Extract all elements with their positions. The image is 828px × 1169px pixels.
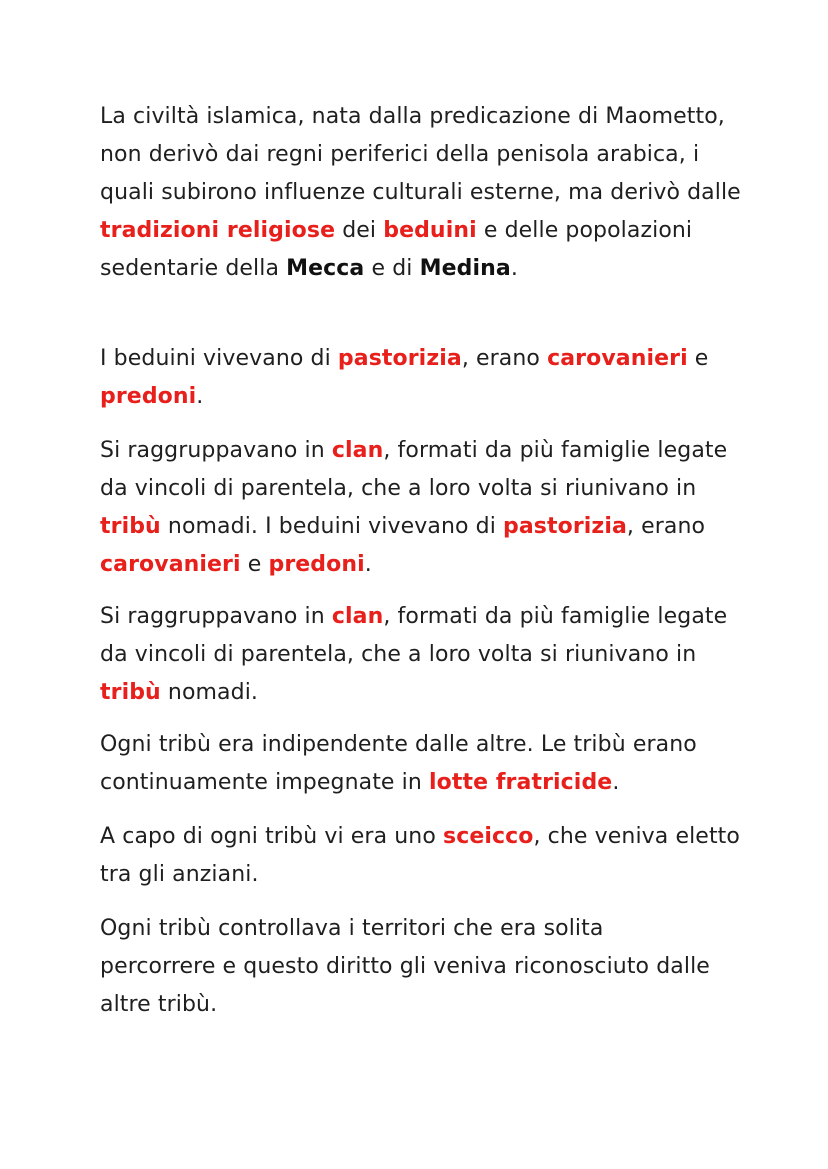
text-line: [100, 726, 740, 764]
text-line: [100, 508, 740, 546]
paragraph: [100, 818, 740, 894]
text-run: Si raggruppavano in: [100, 438, 332, 463]
highlighted-term: sceicco: [443, 824, 534, 849]
text-line: [100, 986, 740, 1024]
text-line: [100, 136, 740, 174]
text-run: , erano: [461, 346, 548, 371]
text-run: , che veniva eletto: [533, 824, 740, 849]
text-line: [100, 470, 740, 508]
highlighted-term: carovanieri: [547, 346, 688, 371]
text-run: e: [687, 346, 709, 371]
highlighted-term: clan: [331, 604, 384, 629]
paragraph: [100, 432, 740, 584]
text-run: nomadi. I beduini vivevano di: [160, 514, 504, 539]
text-line: [100, 432, 740, 470]
text-line: [100, 250, 740, 288]
text-line: [100, 378, 740, 416]
text-line: [100, 856, 740, 894]
text-run: altre tribù.: [100, 992, 218, 1017]
text-line: [100, 948, 740, 986]
text-run: continuamente impegnate in: [100, 770, 430, 795]
text-line: [100, 174, 740, 212]
highlighted-term: clan: [331, 438, 384, 463]
text-run: nomadi.: [160, 680, 259, 705]
text-line: [100, 598, 740, 636]
text-run: Si raggruppavano in: [100, 604, 332, 629]
text-run: sedentarie della: [100, 256, 287, 281]
text-run: da vincoli di parentela, che a loro volta si riunivano in: [100, 642, 697, 667]
text-run: Ogni tribù controllava i territori che era solita: [100, 916, 604, 941]
text-run: , formati da più famiglie legate: [383, 604, 728, 629]
text-line: [100, 910, 740, 948]
text-run: non derivò dai regni periferici della penisola arabica, i: [100, 142, 700, 167]
highlighted-term: pastorizia: [503, 514, 627, 539]
text-run: tra gli anziani.: [100, 862, 259, 887]
text-run: , formati da più famiglie legate: [383, 438, 728, 463]
text-run: .: [510, 256, 518, 281]
paragraph: [100, 910, 740, 1024]
paragraph: [100, 98, 740, 288]
highlighted-term: tribù: [100, 514, 161, 539]
document-page: [100, 98, 740, 1024]
highlighted-term: pastorizia: [337, 346, 462, 371]
text-run: .: [196, 384, 204, 409]
highlighted-term: predoni: [268, 552, 365, 577]
text-line: [100, 546, 740, 584]
text-line: [100, 674, 740, 712]
bold-place-name: Medina: [419, 256, 511, 281]
text-run: La civiltà islamica, nata dalla predicazione di Maometto,: [100, 104, 725, 129]
text-line: [100, 818, 740, 856]
text-run: A capo di ogni tribù vi era uno: [100, 824, 443, 849]
text-run: e delle popolazioni: [476, 218, 693, 243]
paragraph: [100, 598, 740, 712]
highlighted-term: lotte fratricide: [429, 770, 613, 795]
text-run: da vincoli di parentela, che a loro volta si riunivano in: [100, 476, 697, 501]
text-run: quali subirono influenze culturali esterne, ma derivò dalle: [100, 180, 741, 205]
text-run: e di: [364, 256, 420, 281]
text-run: percorrere e questo diritto gli veniva riconosciuto dalle: [100, 954, 710, 979]
text-run: .: [612, 770, 620, 795]
highlighted-term: beduini: [383, 218, 477, 243]
text-line: [100, 764, 740, 802]
highlighted-term: tradizioni religiose: [100, 218, 336, 243]
text-run: .: [364, 552, 372, 577]
text-run: I beduini vivevano di: [100, 346, 338, 371]
text-run: , erano: [626, 514, 706, 539]
highlighted-term: tribù: [100, 680, 161, 705]
text-run: e: [240, 552, 269, 577]
text-run: Ogni tribù era indipendente dalle altre. Le tribù erano: [100, 732, 697, 757]
text-line: [100, 212, 740, 250]
text-line: [100, 636, 740, 674]
highlighted-term: carovanieri: [100, 552, 241, 577]
text-line: [100, 340, 740, 378]
text-line: [100, 98, 740, 136]
text-run: dei: [335, 218, 384, 243]
highlighted-term: predoni: [100, 384, 197, 409]
paragraph: [100, 340, 740, 416]
bold-place-name: Mecca: [286, 256, 365, 281]
paragraph: [100, 726, 740, 802]
